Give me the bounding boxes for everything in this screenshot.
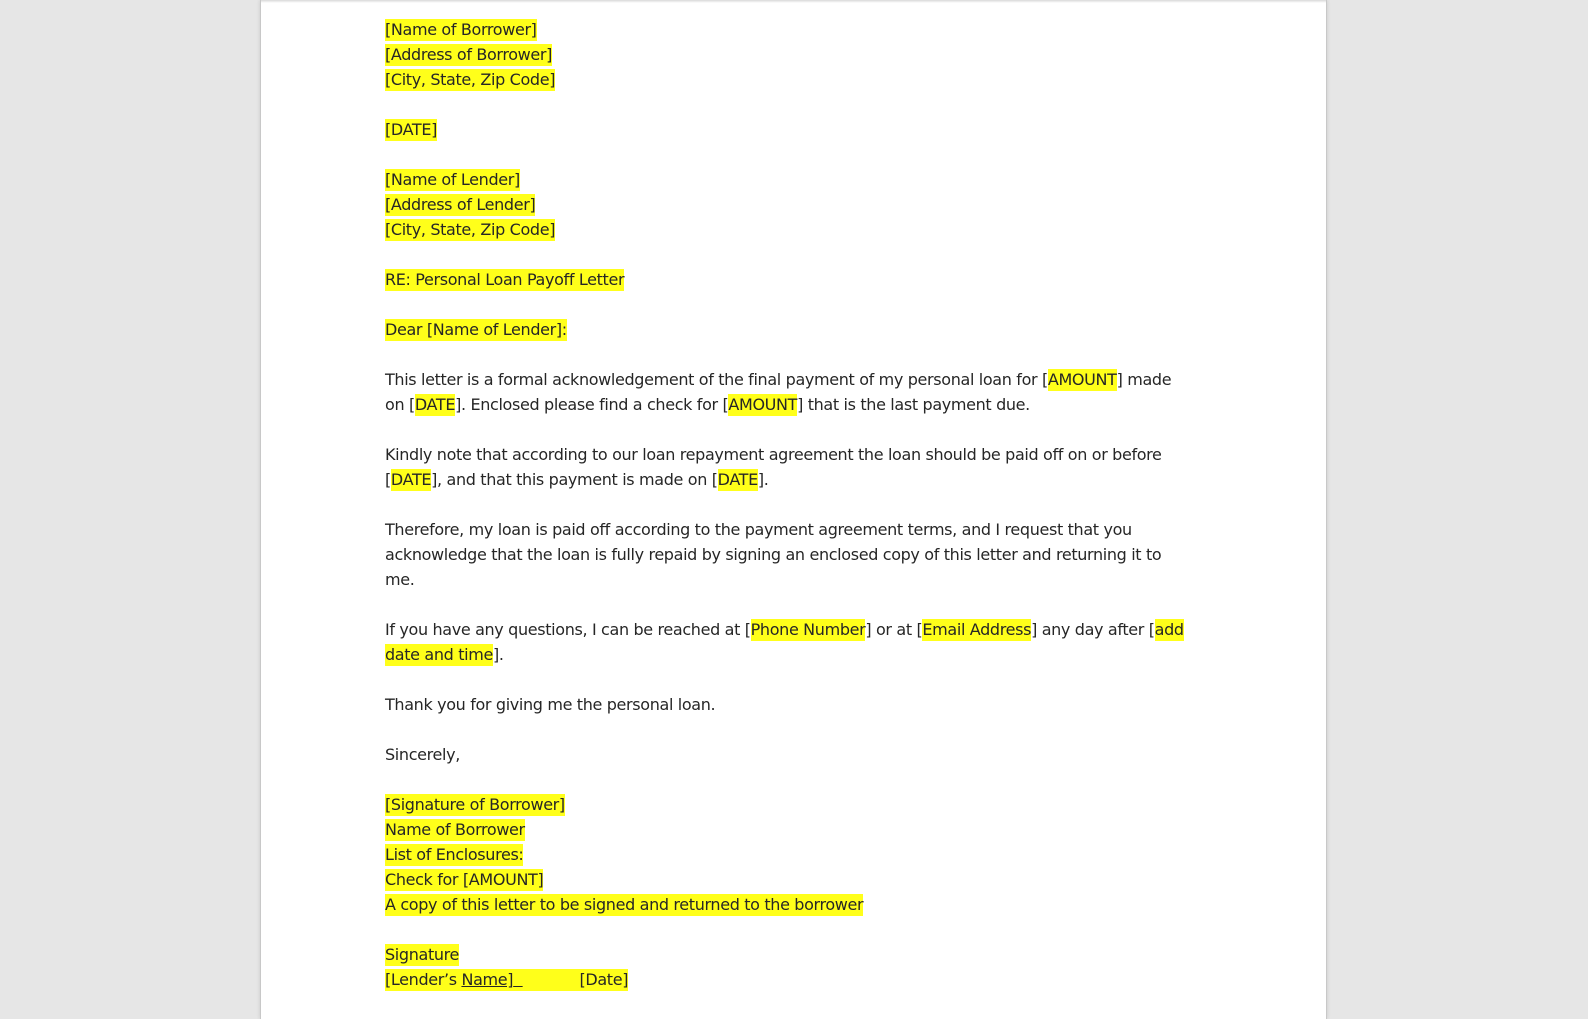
borrower-address-line — [385, 42, 1205, 67]
salutation: Dear [Name of Lender]: — [385, 320, 567, 339]
signature-line — [385, 792, 1205, 817]
email-placeholder: Email Address — [922, 620, 1032, 639]
letter-date: [DATE] — [385, 120, 438, 139]
page-top-edge — [261, 0, 1326, 3]
phone-placeholder: Phone Number — [750, 620, 866, 639]
enclosure-1-line — [385, 867, 1205, 892]
amount-placeholder: AMOUNT — [728, 395, 798, 414]
salutation-line — [385, 317, 1205, 342]
lender-signature-label-line — [385, 942, 1205, 967]
lender-name-date-line: [Lender’s Name] [Date] — [385, 970, 629, 989]
enclosure-check: Check for [AMOUNT] — [385, 870, 544, 889]
paragraph-5: Thank you for giving me the personal loan. — [385, 695, 716, 714]
borrower-printed-name: Name of Borrower — [385, 820, 525, 839]
subject: RE: Personal Loan Payoff Letter — [385, 270, 625, 289]
lender-city-line — [385, 217, 1205, 242]
enclosures-label: List of Enclosures: — [385, 845, 524, 864]
signature-name-line — [385, 817, 1205, 842]
date-placeholder: DATE — [414, 395, 456, 414]
borrower-signature: [Signature of Borrower] — [385, 795, 565, 814]
subject-line — [385, 267, 1205, 292]
closing: Sincerely, — [385, 745, 460, 764]
borrower-name-line — [385, 17, 1205, 42]
date-placeholder: DATE — [717, 470, 758, 489]
paragraph-3: Therefore, my loan is paid off according to the payment agreement terms, and I request that you acknowledge that the loan is fully repaid by signing an enclosed copy of this letter and returning it to me. — [385, 520, 1162, 589]
letter-body[interactable] — [385, 17, 1205, 992]
lender-name: [Name of Lender] — [385, 170, 520, 189]
borrower-city: [City, State, Zip Code] — [385, 70, 556, 89]
amount-placeholder: AMOUNT — [1047, 370, 1117, 389]
lender-address: [Address of Lender] — [385, 195, 536, 214]
lender-name-line — [385, 167, 1205, 192]
paragraph-1: This letter is a formal acknowledgement of the final payment of my personal loan for [AMOUNT] made on [DATE]. Enclosed please find a check for [AMOUNT] that is the last payment due. — [385, 370, 1172, 414]
enclosure-2-line — [385, 892, 1205, 917]
borrower-city-line — [385, 67, 1205, 92]
enclosure-copy: A copy of this letter to be signed and returned to the borrower — [385, 895, 864, 914]
date-line — [385, 117, 1205, 142]
lender-date-placeholder: [Date] — [579, 970, 629, 989]
datetime-placeholder: date and time — [385, 645, 493, 664]
lender-signature-label: Signature — [385, 945, 460, 964]
lender-address-line — [385, 192, 1205, 217]
enclosures-label-line — [385, 842, 1205, 867]
paragraph-4: If you have any questions, I can be reached at [Phone Number] or at [Email Address] any day after [add date and time]. — [385, 620, 1184, 664]
lender-city: [City, State, Zip Code] — [385, 220, 556, 239]
paragraph-2: Kindly note that according to our loan repayment agreement the loan should be paid off on or before [DATE], and that this payment is made on [DATE]. — [385, 445, 1162, 489]
date-placeholder: DATE — [390, 470, 432, 489]
borrower-address: [Address of Borrower] — [385, 45, 553, 64]
borrower-name: [Name of Borrower] — [385, 20, 537, 39]
document-page — [260, 0, 1327, 1019]
